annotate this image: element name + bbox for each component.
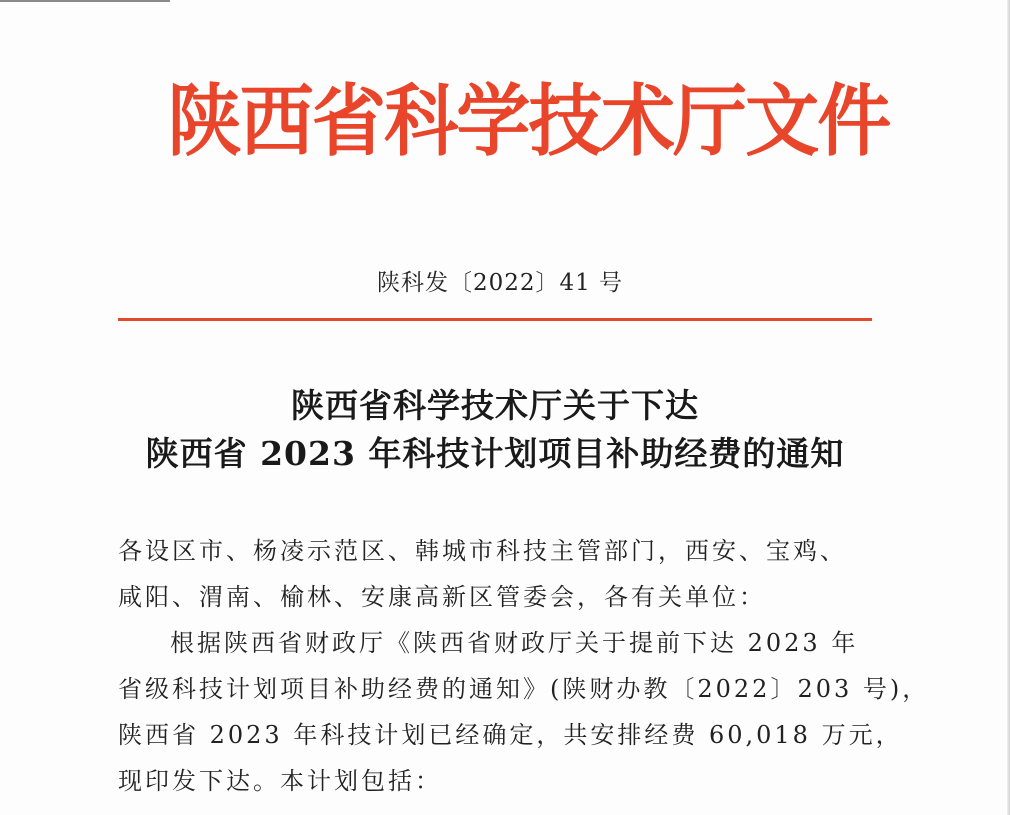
title-line-2: 陕西省 2023 年科技计划项目补助经费的通知: [145, 434, 845, 473]
body-line-paragraph-1: 根据陕西省财政厅《陕西省财政厅关于提前下达 2023 年: [170, 629, 859, 657]
body-line-paragraph-4: 现印发下达。本计划包括：: [118, 767, 442, 795]
document-masthead: 陕西省科学技术厅文件: [167, 76, 890, 167]
body-line-paragraph-2: 省级科技计划项目补助经费的通知》(陕财办教〔2022〕203 号)，: [118, 675, 930, 703]
body-line-recipients-2: 咸阳、渭南、榆林、安康高新区管委会，各有关单位：: [118, 583, 766, 611]
document-title: [0, 382, 990, 478]
document-number: 陕科发〔2022〕41 号: [376, 270, 624, 296]
title-line-1: 陕西省科学技术厅关于下达: [291, 386, 699, 425]
body-line-recipients-1: 各设区市、杨凌示范区、韩城市科技主管部门，西安、宝鸡、: [118, 537, 847, 565]
document-body: [118, 528, 930, 804]
scan-artifact-line: [0, 0, 170, 2]
red-separator-rule: [118, 318, 872, 321]
body-line-paragraph-3: 陕西省 2023 年科技计划已经确定，共安排经费 60,018 万元，: [118, 721, 903, 749]
